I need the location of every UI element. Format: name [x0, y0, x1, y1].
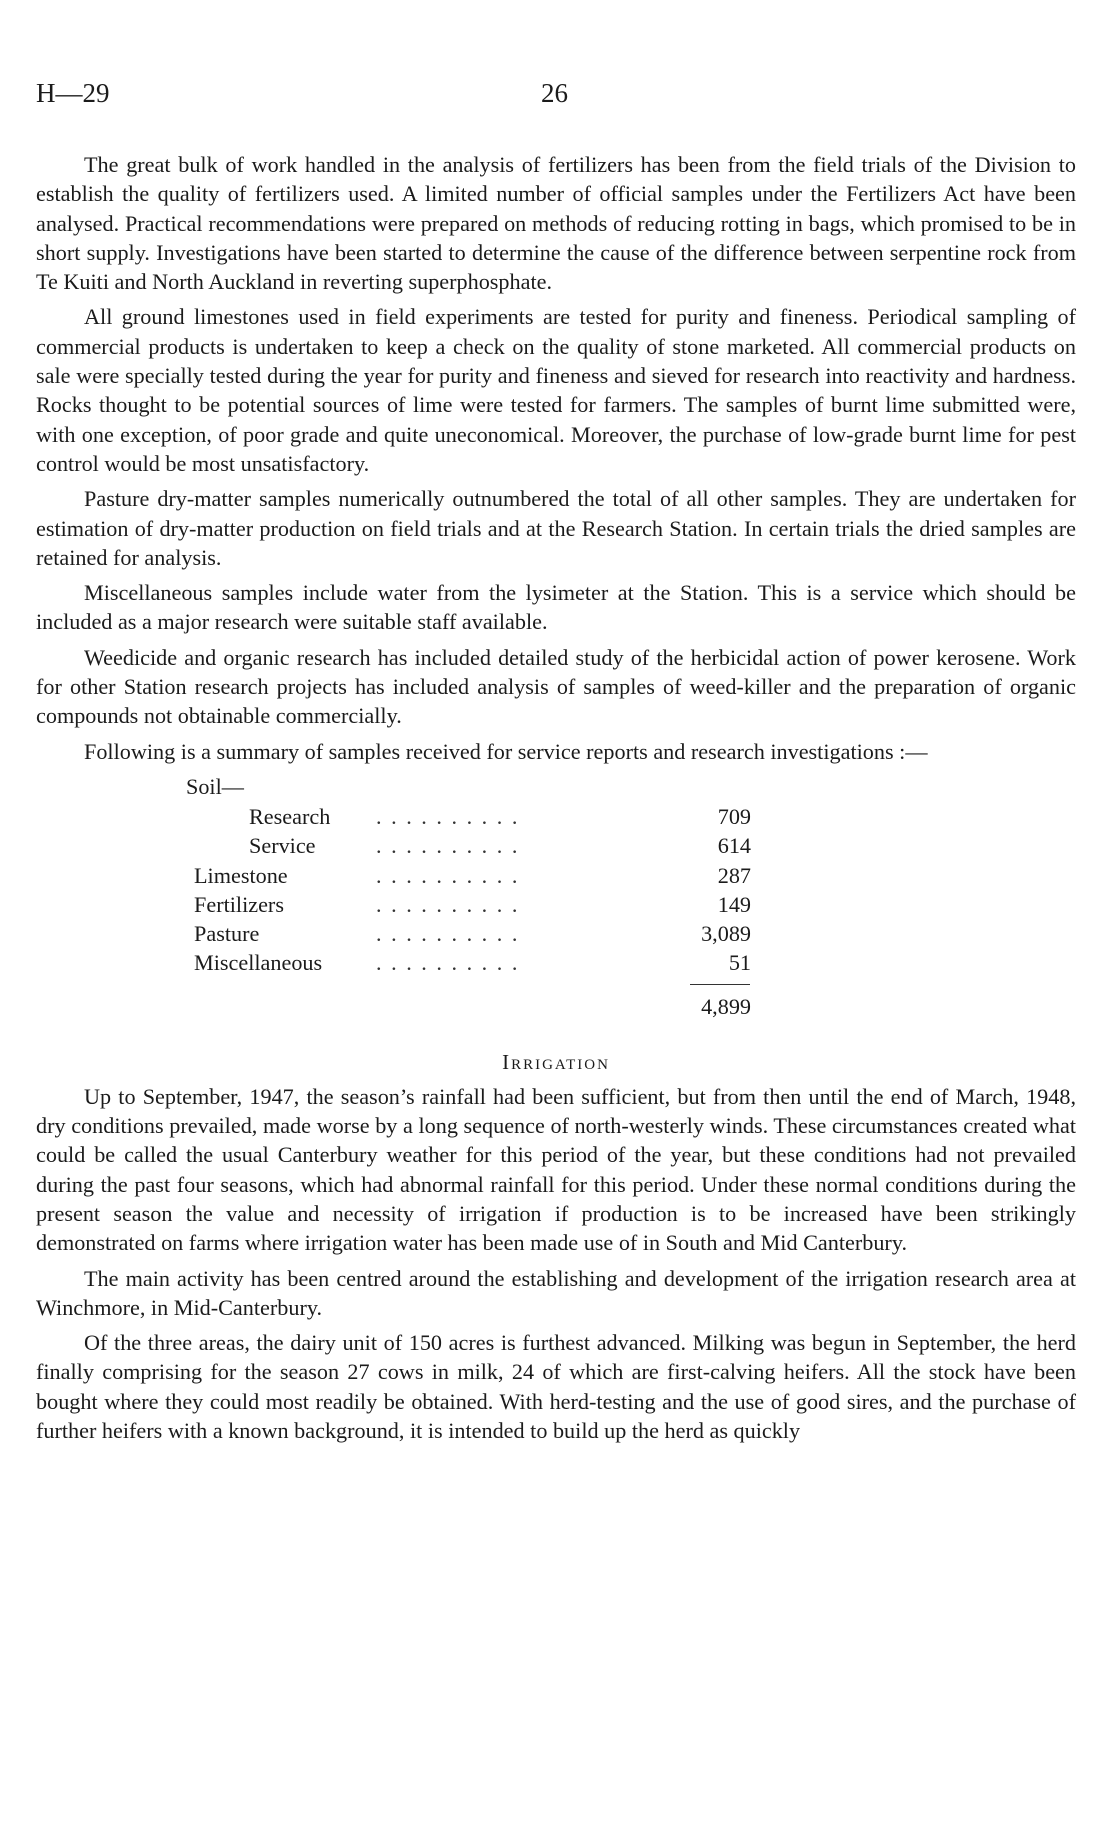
paragraph-irrigation-winchmore: The main activity has been centred around the establishing and development of the irrigation research area at Winchmore, in Mid-Canterbury.	[36, 1265, 1076, 1320]
row-value: 287	[717, 862, 751, 888]
page-number: 26	[541, 78, 568, 108]
paragraph-summary-intro: Following is a summary of samples received for service reports and research investigations :—	[84, 738, 928, 764]
leader-dots: . . . . . . . . . .	[376, 950, 520, 976]
total-row	[36, 992, 1076, 1022]
leader-dots: . . . . . . . . . .	[376, 891, 520, 917]
page-body	[36, 150, 1076, 1451]
table-row	[36, 861, 1076, 890]
section-title-irrigation: Irrigation	[502, 1049, 610, 1074]
table-row	[36, 890, 1076, 919]
paragraph-pasture: Pasture dry-matter samples numerically outnumbered the total of all other samples. They are undertaken for estimation of dry-matter production on field trials and at the Research Station. In certain trials the dried samples are retained for analysis.	[36, 486, 1076, 570]
total-value: 4,899	[701, 993, 751, 1019]
paragraph-limestones: All ground limestones used in field experiments are tested for purity and fineness. Periodical sampling of commercial products is undertaken to keep a check on the quality of stone marketed. All commercial products on sale were specially tested during the year for purity and fineness and sieved for research into reactivity and hardness. Rocks thought to be potential sources of lime were tested for farmers. The samples of burnt lime submitted were, with one exception, of poor grade and quite uneconomical. Moreover, the purchase of low-grade burnt lime for pest control would be most unsatisfactory.	[36, 304, 1076, 476]
document-reference: H—29	[36, 78, 110, 108]
rule-line	[690, 984, 750, 985]
total-rule	[36, 978, 1076, 992]
row-value: 51	[728, 950, 751, 976]
table-row	[36, 948, 1076, 977]
row-label: Fertilizers	[194, 891, 284, 917]
paragraph-miscellaneous: Miscellaneous samples include water from the lysimeter at the Station. This is a service which should be included as a major research were suitable staff available.	[36, 580, 1076, 635]
leader-dots: . . . . . . . . . .	[376, 833, 520, 859]
row-value: 709	[717, 803, 751, 829]
samples-summary-table	[36, 772, 1076, 1022]
table-row	[36, 831, 1076, 860]
row-label: Research	[249, 803, 331, 829]
table-row	[36, 919, 1076, 948]
row-value: 3,089	[701, 921, 751, 947]
row-label: Pasture	[194, 921, 260, 947]
page-header	[36, 78, 1076, 114]
row-value: 149	[717, 891, 751, 917]
row-label: Service	[249, 833, 316, 859]
soil-heading: Soil—	[186, 773, 244, 799]
row-label: Limestone	[194, 862, 288, 888]
row-label: Miscellaneous	[194, 950, 323, 976]
table-row	[36, 802, 1076, 831]
paragraph-irrigation-dairy: Of the three areas, the dairy unit of 150 acres is furthest advanced. Milking was begun in September, the herd finally comprising for the season 27 cows in milk, 24 of which are first-calving heifers. All the stock have been bought where they could most readily be obtained. With herd-testing and the use of good sires, and the purchase of further heifers with a known background, it is intended to build up the herd as quickly	[36, 1330, 1076, 1443]
leader-dots: . . . . . . . . . .	[376, 862, 520, 888]
paragraph-weedicide: Weedicide and organic research has included detailed study of the herbicidal action of power kerosene. Work for other Station research projects has included analysis of samples of weed-killer and the preparation of organic compounds not obtainable commercially.	[36, 644, 1076, 729]
leader-dots: . . . . . . . . . .	[376, 803, 520, 829]
paragraph-fertilizers: The great bulk of work handled in the analysis of fertilizers has been from the field trials of the Division to establish the quality of fertilizers used. A limited number of official samples under the Fertilizers Act have been analysed. Practical recommendations were prepared on methods of reducing rotting in bags, which promised to be in short supply. Investigations have been started to determine the cause of the difference between serpentine rock from Te Kuiti and North Auckland in reverting superphosphate.	[36, 152, 1076, 295]
row-value: 614	[717, 833, 751, 859]
leader-dots: . . . . . . . . . .	[376, 921, 520, 947]
paragraph-irrigation-season: Up to September, 1947, the season’s rainfall had been sufficient, but from then until the end of March, 1948, dry conditions prevailed, made worse by a long sequence of north-westerly winds. These circumstances created what could be called the usual Canterbury weather for this period of the year, but these conditions had not prevailed during the past four seasons, which had abnormal rainfall for this period. Under these normal conditions during the present season the value and necessity of irrigation if production is to be increased have been strikingly demonstrated on farms where irrigation water has been made use of in South and Mid Canterbury.	[36, 1083, 1076, 1256]
